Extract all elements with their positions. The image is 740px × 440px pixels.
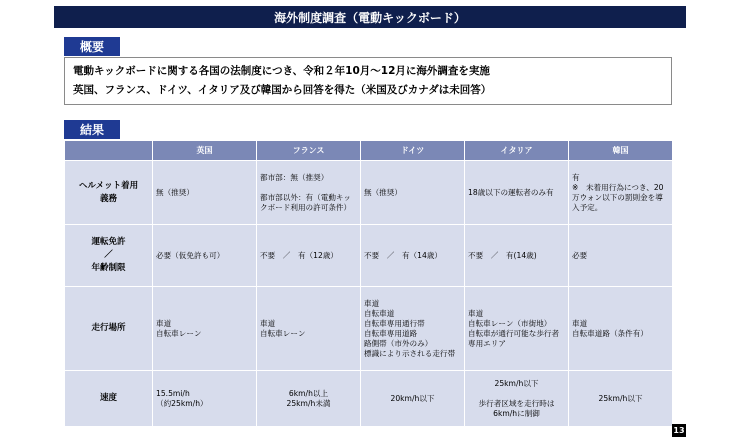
table-cell: 18歳以下の運転者のみ有: [465, 161, 569, 225]
table-cell: 25km/h以下 歩行者区域を走行時は 6km/hに制御: [465, 371, 569, 427]
table-row-location: [65, 287, 673, 371]
table-cell: 15.5mi/h （約25km/h）: [153, 371, 257, 427]
summary-line-2: 英国、フランス、ドイツ、イタリア及び韓国から回答を得た（米国及びカナダは未回答）: [73, 84, 492, 96]
corner-cell: [65, 141, 153, 161]
table-cell: 車道 自転車レーン（市街地） 自転車が通行可能な歩行者専用エリア: [465, 287, 569, 371]
row-header-speed: 速度: [65, 371, 153, 427]
table-cell: 車道 自転車道 自転車専用通行帯 自転車専用道路 路側帯（市外のみ） 標識により示される走行帯: [361, 287, 465, 371]
column-header-france: フランス: [257, 141, 361, 161]
column-header-uk: 英国: [153, 141, 257, 161]
column-header-korea: 韓国: [569, 141, 673, 161]
table-cell: 車道 自転車レーン: [257, 287, 361, 371]
column-header-germany: ドイツ: [361, 141, 465, 161]
page-title: 海外制度調査（電動キックボード）: [54, 6, 686, 28]
table-cell: 不要 ／ 有（12歳）: [257, 225, 361, 287]
table-cell: 不要 ／ 有（14歳）: [361, 225, 465, 287]
summary-box: [64, 57, 672, 105]
table-row-helmet: [65, 161, 673, 225]
table-cell: 6km/h以上 25km/h未満: [257, 371, 361, 427]
summary-line-1: 電動キックボードに関する各国の法制度につき、令和２年10月～12月に海外調査を実施: [73, 65, 490, 77]
summary-label: 概要: [64, 37, 120, 56]
row-header-location: 走行場所: [65, 287, 153, 371]
table-cell: 車道 自転車道路（条件有）: [569, 287, 673, 371]
row-header-license: 運転免許 ／ 年齢制限: [65, 225, 153, 287]
table-row-license: [65, 225, 673, 287]
page-number-badge: 13: [673, 426, 685, 435]
table-cell: 無（推奨）: [153, 161, 257, 225]
results-table: [64, 140, 673, 427]
results-label: 結果: [64, 120, 120, 139]
table-cell: 必要（仮免許も可）: [153, 225, 257, 287]
table-cell: 20km/h以下: [361, 371, 465, 427]
table-cell: 不要 ／ 有(14歳): [465, 225, 569, 287]
table-row-speed: [65, 371, 673, 427]
table-header-row: [65, 141, 673, 161]
row-header-helmet: ヘルメット着用 義務: [65, 161, 153, 225]
table-cell: 都市部：無（推奨） 都市部以外：有（電動キックボード利用の許可条件）: [257, 161, 361, 225]
table-cell: 無（推奨）: [361, 161, 465, 225]
table-cell: 25km/h以下: [569, 371, 673, 427]
table-cell: 必要: [569, 225, 673, 287]
table-cell: 車道 自転車レーン: [153, 287, 257, 371]
column-header-italy: イタリア: [465, 141, 569, 161]
table-cell: 有 ※ 未着用行為につき、20万ウォン以下の罰則金を導入予定。: [569, 161, 673, 225]
